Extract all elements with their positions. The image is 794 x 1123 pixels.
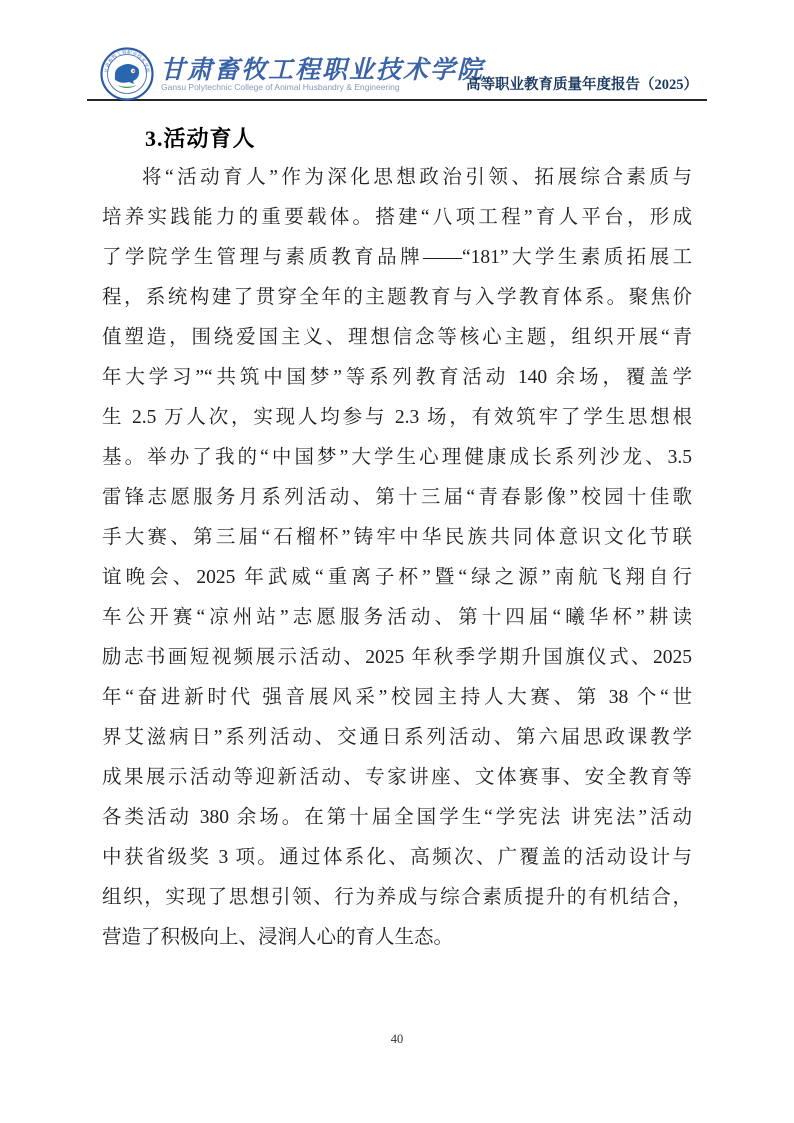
emblem-arc-text: 甘肃畜牧工程职业技术学院 [103, 49, 151, 74]
paragraph-line: 了学院学生管理与素质教育品牌——“181”大学生素质拓展工 [102, 247, 692, 268]
paragraph-line: 基。举办了我的“中国梦”大学生心理健康成长系列沙龙、3.5 [102, 447, 692, 468]
paragraph-line: 组织，实现了思想引领、行为养成与综合素质提升的有机结合， [102, 887, 692, 908]
paragraph-line: 年大学习”“共筑中国梦”等系列教育活动 140 余场，覆盖学 [102, 367, 692, 388]
institution-name-cn: 甘肃畜牧工程职业技术学院 [160, 57, 485, 84]
section-title: 3.活动育人 [145, 126, 256, 151]
report-title: 高等职业教育质量年度报告（2025） [466, 77, 698, 93]
paragraph-line: 将“活动育人”作为深化思想政治引领、拓展综合素质与 [142, 167, 692, 188]
paragraph-line: 各类活动 380 余场。在第十届全国学生“学宪法 讲宪法”活动 [102, 807, 692, 828]
paragraph-line: 励志书画短视频展示活动、2025 年秋季学期升国旗仪式、2025 [102, 647, 692, 668]
paragraph-line: 谊晚会、2025 年武威“重离子杯”暨“绿之源”南航飞翔自行 [102, 567, 692, 588]
paragraph-line: 值塑造，围绕爱国主义、理想信念等核心主题，组织开展“青 [102, 327, 692, 348]
paragraph-line: 培养实践能力的重要载体。搭建“八项工程”育人平台，形成 [102, 207, 692, 228]
paragraph-line: 手大赛、第三届“石榴杯”铸牢中华民族共同体意识文化节联 [102, 527, 692, 548]
paragraph-line: 界艾滋病日”系列活动、交通日系列活动、第六届思政课教学 [102, 727, 692, 748]
paragraph-line: 营造了积极向上、浸润人心的育人生态。 [102, 927, 454, 948]
paragraph-line: 程，系统构建了贯穿全年的主题教育与入学教育体系。聚焦价 [102, 287, 692, 308]
paragraph-line: 生 2.5 万人次，实现人均参与 2.3 场，有效筑牢了学生思想根 [102, 407, 692, 428]
paragraph-line: 车公开赛“凉州站”志愿服务活动、第十四届“曦华杯”耕读 [102, 607, 692, 628]
page-header [87, 0, 707, 101]
college-emblem-icon [100, 47, 154, 101]
page-number: 40 [390, 1032, 404, 1046]
paragraph-line: 中获省级奖 3 项。通过体系化、高频次、广覆盖的活动设计与 [102, 847, 692, 868]
paragraph-line: 年“奋进新时代 强音展风采”校园主持人大赛、第 38 个“世 [102, 687, 692, 708]
paragraph-line: 成果展示活动等迎新活动、专家讲座、文体赛事、安全教育等 [102, 767, 692, 788]
paragraph-line: 雷锋志愿服务月系列活动、第十三届“青春影像”校园十佳歌 [102, 487, 692, 508]
institution-name-en: Gansu Polytechnic College of Animal Husbandry & Engineering [161, 82, 400, 92]
body-paragraph [102, 158, 692, 958]
